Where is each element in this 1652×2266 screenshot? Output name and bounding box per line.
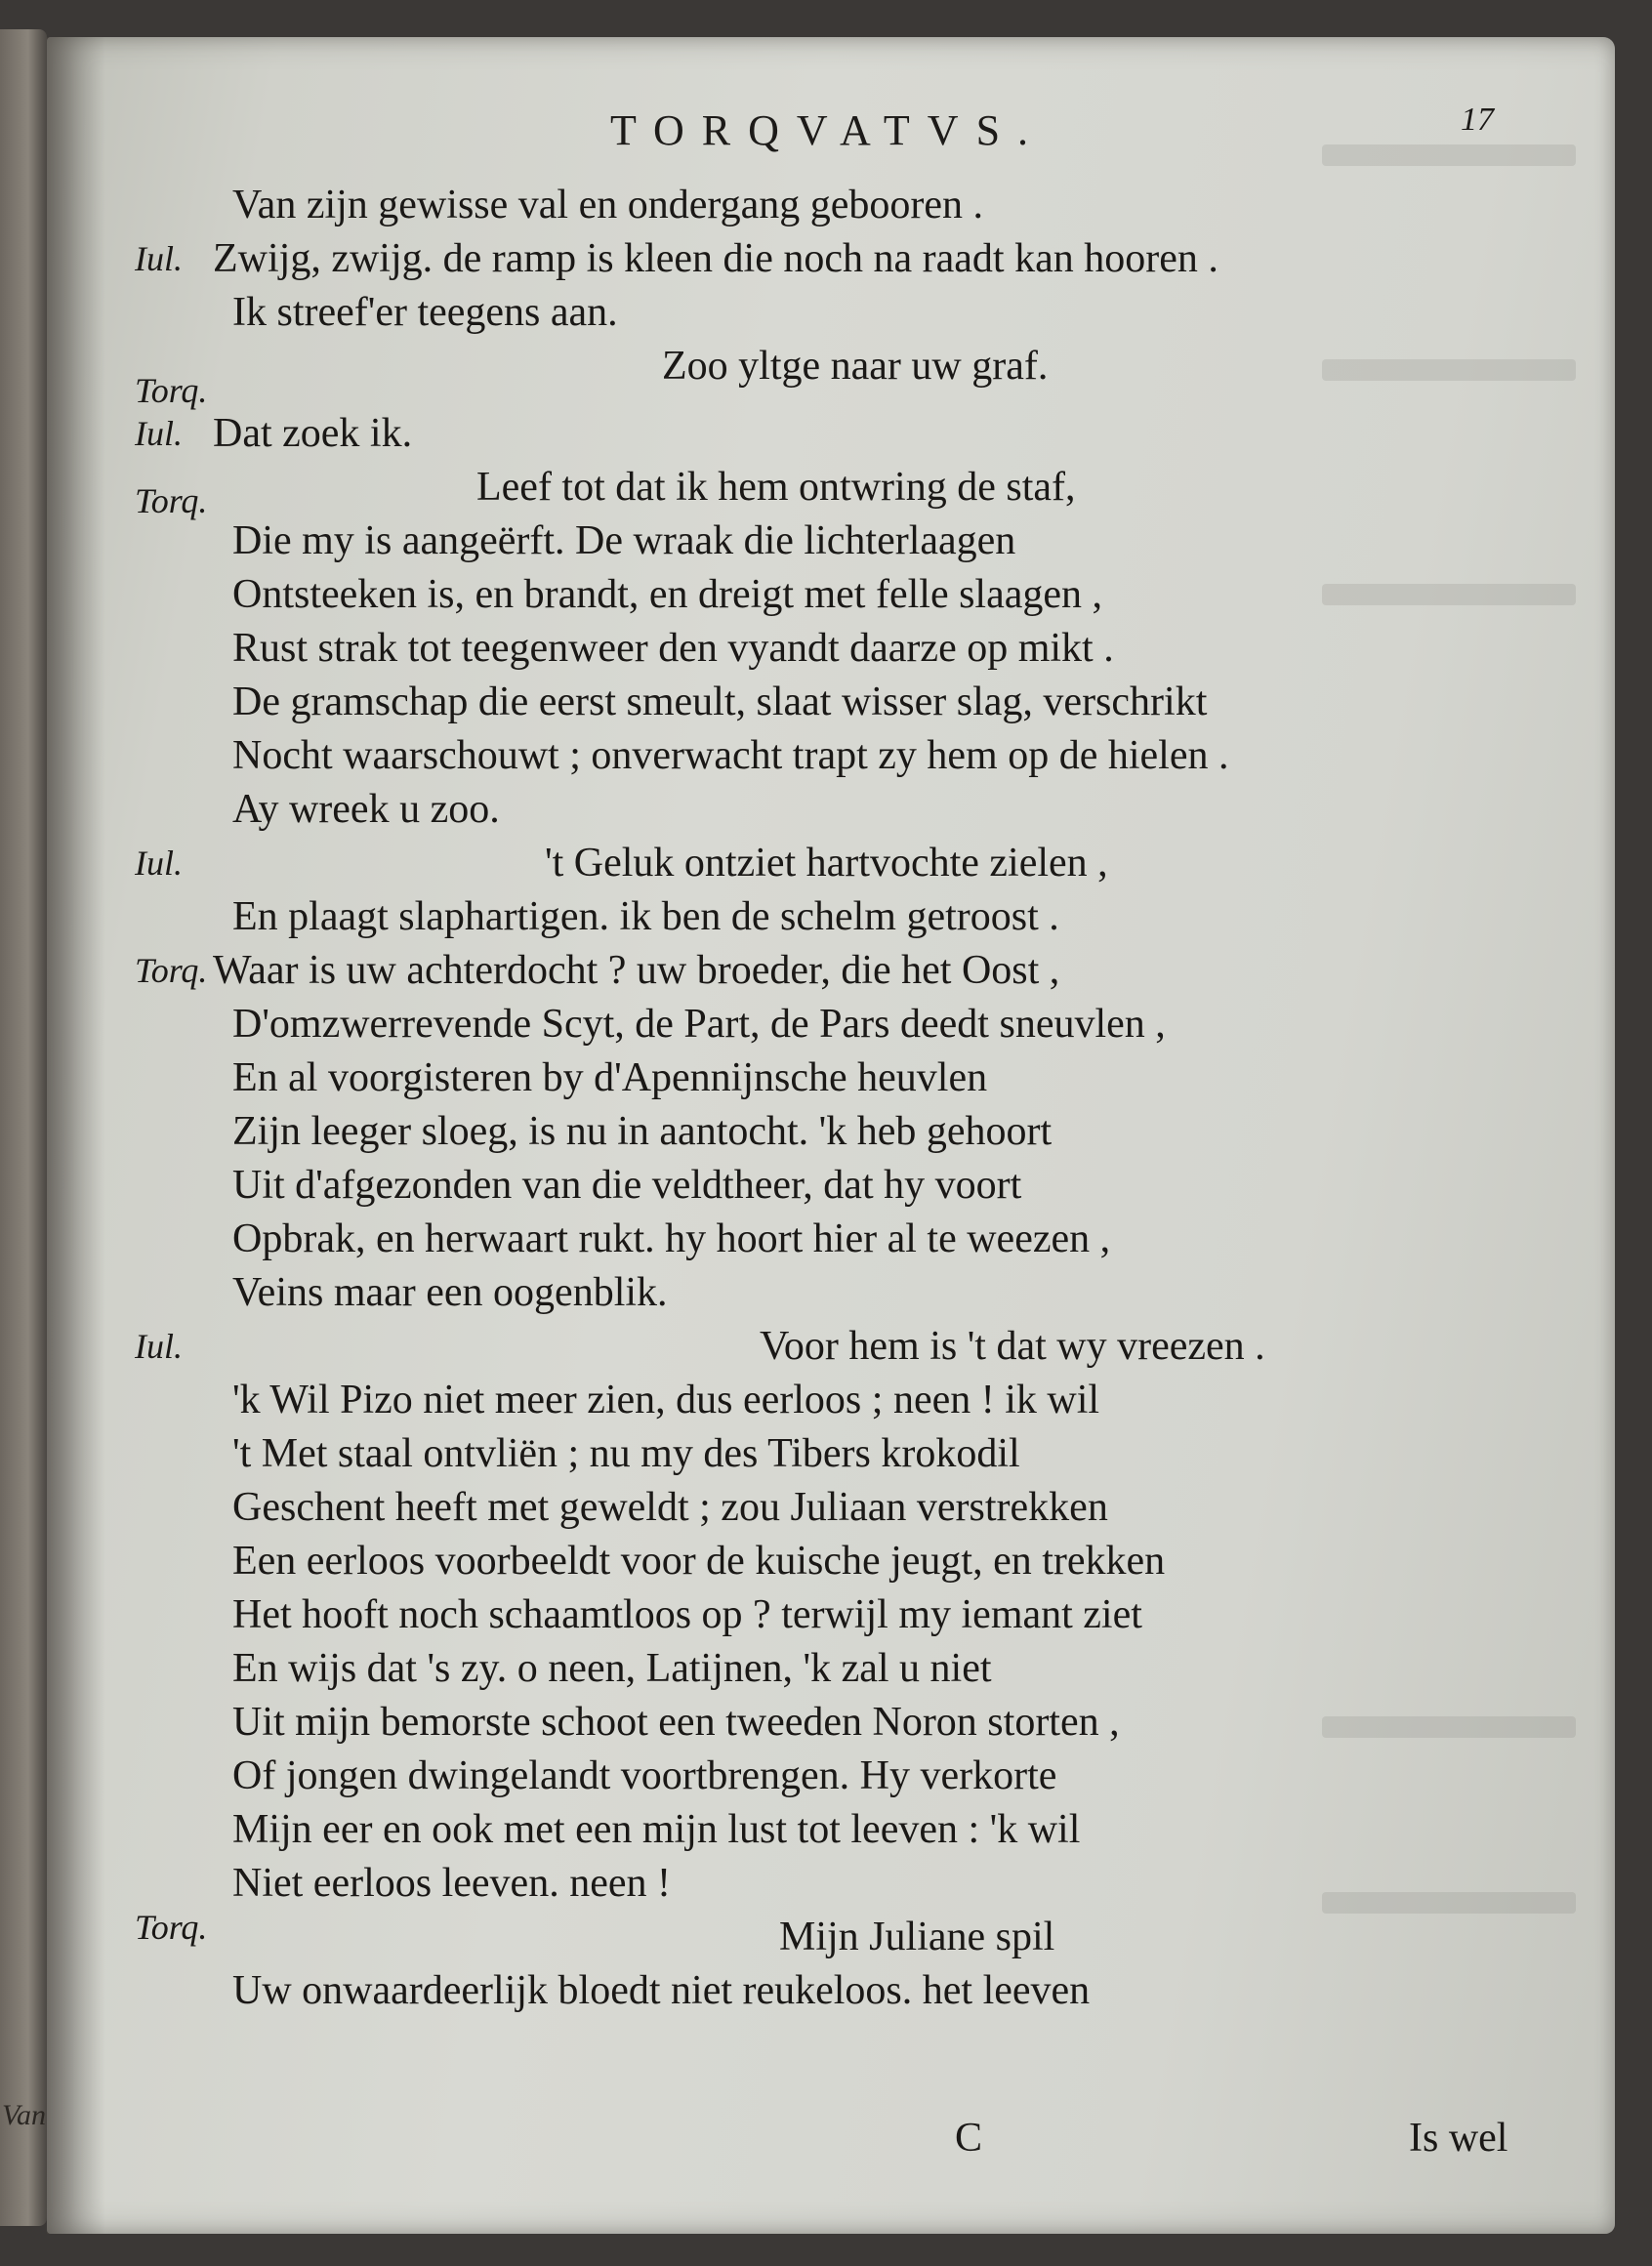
- speaker-label: Iul.: [135, 239, 183, 278]
- page-number: 17: [1461, 102, 1494, 138]
- book-page: [47, 37, 1615, 2234]
- verse-line: [174, 1159, 1541, 1213]
- verse-line-text: Uw onwaardeerlijk bloedt niet reukeloos. het leeven: [232, 1968, 1091, 2013]
- verse-line: [174, 1213, 1541, 1266]
- catchword: Is wel: [1409, 2116, 1508, 2161]
- verse-line: [174, 1803, 1541, 1857]
- verse-line: [174, 1964, 1541, 2018]
- verse-line: [135, 944, 1541, 998]
- verse-line: [174, 1427, 1541, 1481]
- verse-line: [174, 676, 1541, 729]
- verse-line-text: Voor hem is 't dat wy vreezen .: [760, 1324, 1265, 1369]
- verse-line: [174, 286, 1541, 340]
- verse-line: [135, 371, 1541, 410]
- running-head: TORQVATVS.: [609, 106, 1047, 154]
- verse-line-text: Zoo yltge naar uw graf.: [662, 344, 1049, 389]
- speaker-label: Torq.: [135, 951, 208, 990]
- verse-line: [135, 461, 1541, 520]
- verse-line-text: Niet eerloos leeven. neen !: [232, 1861, 671, 1906]
- verse-line-text: En al voorgisteren by d'Apennijnsche heuvlen: [232, 1055, 988, 1100]
- verse-line-text: Waar is uw achterdocht ? uw broeder, die het Oost ,: [213, 948, 1060, 993]
- verse-line: [135, 232, 1541, 286]
- verse-line-text: Nocht waarschouwt ; onverwacht trapt zy hem op de hielen .: [232, 733, 1229, 778]
- verse-line: [174, 1051, 1541, 1105]
- show-through: [1322, 144, 1576, 166]
- verse-line: [174, 515, 1541, 568]
- verse-line: [174, 1588, 1541, 1642]
- verse-line-text: Ay wreek u zoo.: [232, 787, 500, 832]
- verse-line: [174, 568, 1541, 622]
- speaker-label: Torq.: [135, 481, 208, 520]
- verse-line: [174, 179, 1541, 232]
- verse-line-text: Die my is aangeërft. De wraak die lichterlaagen: [232, 518, 1016, 563]
- verse-line: [174, 1696, 1541, 1750]
- verse-line-text: Rust strak tot teegenweer den vyandt daarze op mikt .: [232, 626, 1114, 671]
- verse-line-text: 't Met staal ontvliën ; nu my des Tibers krokodil: [232, 1431, 1020, 1476]
- verse-line: [174, 622, 1541, 676]
- verse-line-text: 't Geluk ontziet hartvochte zielen ,: [545, 841, 1108, 886]
- verse-line-text: Veins maar een oogenblik.: [232, 1270, 668, 1315]
- speaker-label: Iul.: [135, 1327, 183, 1366]
- verse-text: [135, 179, 1541, 2018]
- verse-line: [135, 837, 1541, 890]
- speaker-label: Torq.: [135, 371, 208, 410]
- verse-line: [174, 729, 1541, 783]
- verse-line-text: Het hooft noch schaamtloos op ? terwijl my iemant ziet: [232, 1592, 1142, 1637]
- verse-line-text: Dat zoek ik.: [213, 411, 413, 456]
- verse-line: [135, 407, 1541, 461]
- verse-line-text: D'omzwerrevende Scyt, de Part, de Pars deedt sneuvlen ,: [232, 1002, 1166, 1047]
- verse-line-text: Van zijn gewisse val en ondergang gebooren .: [232, 183, 984, 227]
- verse-line-text: Zijn leeger sloeg, is nu in aantocht. 'k heb gehoort: [232, 1109, 1053, 1154]
- verse-line-text: En wijs dat 's zy. o neen, Latijnen, 'k zal u niet: [232, 1646, 992, 1691]
- speaker-label: Iul.: [135, 844, 183, 883]
- verse-line-text: Een eerloos voorbeeldt voor de kuische jeugt, en trekken: [232, 1539, 1166, 1584]
- verse-line: [174, 1535, 1541, 1588]
- verse-line: [135, 1908, 1541, 1964]
- verse-line: [174, 1481, 1541, 1535]
- verse-line-text: De gramschap die eerst smeult, slaat wisser slag, verschrikt: [232, 680, 1208, 724]
- verse-line: [174, 1750, 1541, 1803]
- verse-line: [174, 1642, 1541, 1696]
- verse-line: [174, 1105, 1541, 1159]
- page-gutter-shadow: [47, 37, 105, 2234]
- verse-line-text: Mijn eer en ook met een mijn lust tot leeven : 'k wil: [232, 1807, 1081, 1852]
- verse-line-text: Opbrak, en herwaart rukt. hy hoort hier al te weezen ,: [232, 1216, 1111, 1261]
- verse-line-text: Uit d'afgezonden van die veldtheer, dat hy voort: [232, 1163, 1022, 1208]
- verse-line: [174, 890, 1541, 944]
- verse-line-text: Of jongen dwingelandt voortbrengen. Hy verkorte: [232, 1753, 1057, 1798]
- verse-line-text: 'k Wil Pizo niet meer zien, dus eerloos ; neen ! ik wil: [232, 1378, 1100, 1422]
- facing-page-catchword: Van: [2, 2099, 46, 2131]
- verse-line-text: Mijn Juliane spil: [779, 1915, 1055, 1959]
- verse-line: [174, 998, 1541, 1051]
- verse-line: [135, 1320, 1541, 1374]
- verse-line-text: Leef tot dat ik hem ontwring de staf,: [476, 465, 1076, 510]
- verse-line-text: Ik streef'er teegens aan.: [232, 290, 618, 335]
- verse-line-text: Ontsteeken is, en brandt, en dreigt met felle slaagen ,: [232, 572, 1103, 617]
- verse-line-text: Zwijg, zwijg. de ramp is kleen die noch na raadt kan hooren .: [213, 236, 1218, 281]
- verse-line: [174, 783, 1541, 837]
- verse-line-text: En plaagt slaphartigen. ik ben de schelm getroost .: [232, 894, 1059, 939]
- speaker-label: Iul.: [135, 414, 183, 453]
- verse-line: [174, 1857, 1541, 1911]
- facing-page-edge: [0, 29, 47, 2226]
- speaker-label: Torq.: [135, 1908, 208, 1947]
- verse-line: [174, 1374, 1541, 1427]
- signature-mark: C: [955, 2116, 983, 2161]
- verse-line-text: Uit mijn bemorste schoot een tweeden Noron storten ,: [232, 1700, 1120, 1745]
- verse-line: [174, 1266, 1541, 1320]
- verse-line-text: Geschent heeft met geweldt ; zou Juliaan verstrekken: [232, 1485, 1108, 1530]
